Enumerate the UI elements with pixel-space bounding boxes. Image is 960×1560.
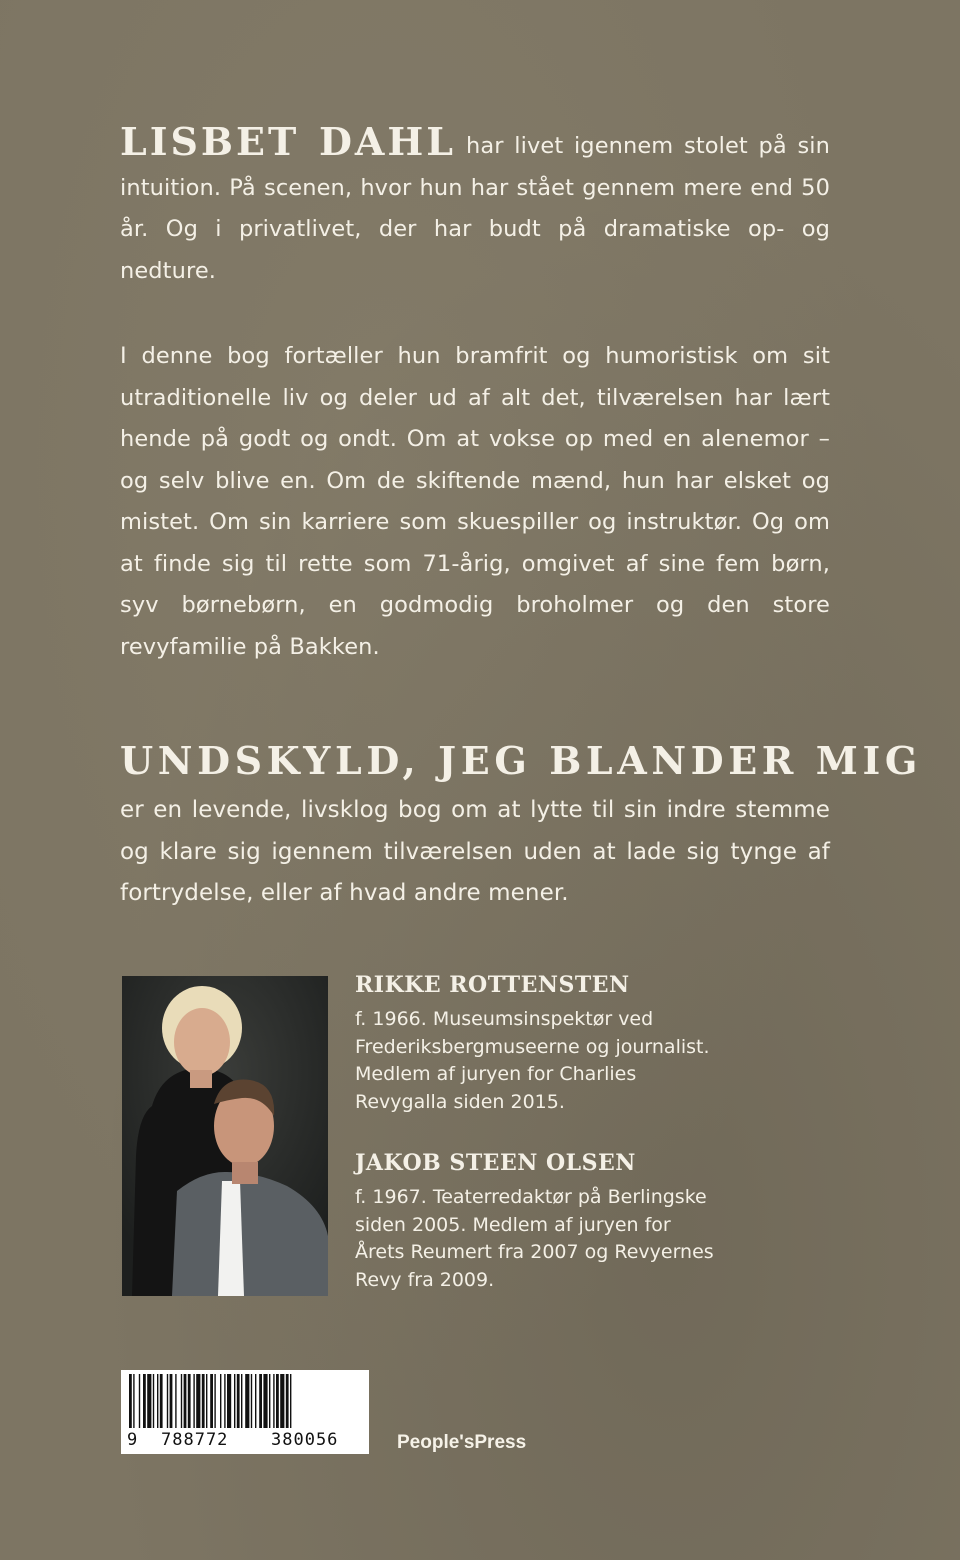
barcode-bar — [210, 1374, 213, 1428]
barcode-bar — [263, 1374, 267, 1428]
barcode-bar — [234, 1374, 235, 1428]
barcode-bar — [280, 1374, 284, 1428]
barcode-bar — [245, 1374, 249, 1428]
barcode-bar — [147, 1374, 151, 1428]
author-name: RIKKE ROTTENSTEN — [355, 972, 630, 998]
barcode-bar — [160, 1374, 163, 1428]
author-entry — [355, 972, 725, 1116]
author-entry — [355, 1150, 715, 1294]
intro-paragraph — [120, 119, 830, 292]
publisher-logo: People'sPress — [397, 1432, 527, 1453]
barcode-bar — [193, 1374, 194, 1428]
book-description: er en levende, livsklog bog om at lytte til sin indre stemme og klare sig igennem tilværelsen uden at lade sig tynge af fortrydelse, eller af hvad andre mener. — [120, 797, 830, 906]
body-paragraph: I denne bog fortæller hun bramfrit og humoristisk om sit utraditionelle liv og deler ud af alt det, tilværelsen har lært hende på godt og ondt. Om at vokse op med en alenemor – og selv blive en. Om de skiftende mænd, hun har elsket og mistet. Om sin karriere som skuespiller og instruktør. Og om at finde sig til rette som 71-årig, omgivet af sine fem børn, syv børnebørn, en godmodig broholmer og den store revyfamilie på Bakken. — [120, 343, 830, 660]
barcode-bar — [196, 1374, 200, 1428]
barcode-bars — [121, 1370, 369, 1430]
barcode-bar — [157, 1374, 158, 1428]
barcode-number — [121, 1430, 369, 1452]
barcode-bar — [202, 1374, 205, 1428]
barcode-bar — [139, 1374, 140, 1428]
author-bio: f. 1966. Museumsinspektør ved Frederiksbergmuseerne og journalist. Medlem af juryen for Charlies Revygalla siden 2015. — [355, 1008, 710, 1113]
barcode-bar — [184, 1374, 187, 1428]
isbn-barcode — [121, 1370, 369, 1454]
barcode-bar — [237, 1374, 240, 1428]
author-photo — [122, 976, 328, 1296]
barcode-bar — [175, 1374, 176, 1428]
barcode-bar — [167, 1374, 168, 1428]
barcode-bar — [251, 1374, 252, 1428]
barcode-group-right: 380056 — [271, 1430, 339, 1450]
barcode-bar — [220, 1374, 221, 1428]
barcode-bar — [133, 1374, 134, 1428]
barcode-bar — [129, 1374, 132, 1428]
barcode-digit-first: 9 — [127, 1430, 138, 1450]
barcode-bar — [286, 1374, 289, 1428]
barcode-bar — [241, 1374, 242, 1428]
barcode-bar — [273, 1374, 274, 1428]
barcode-bar — [290, 1374, 291, 1428]
barcode-bar — [276, 1374, 279, 1428]
barcode-bar — [188, 1374, 191, 1428]
barcode-bar — [181, 1374, 182, 1428]
barcode-bar — [206, 1374, 207, 1428]
barcode-bar — [269, 1374, 270, 1428]
barcode-bar — [153, 1374, 154, 1428]
barcode-bar — [170, 1374, 173, 1428]
barcode-bar — [227, 1374, 231, 1428]
subject-name: LISBET DAHL — [120, 119, 457, 164]
book-title: UNDSKYLD, JEG BLANDER MIG — [120, 738, 922, 783]
barcode-bar — [224, 1374, 225, 1428]
barcode-group-left: 788772 — [161, 1430, 229, 1450]
barcode-bar — [214, 1374, 215, 1428]
barcode-bar — [255, 1374, 256, 1428]
barcode-bar — [259, 1374, 262, 1428]
author-portrait-illustration — [122, 976, 328, 1296]
author-name: JAKOB STEEN OLSEN — [355, 1150, 636, 1176]
barcode-bar — [143, 1374, 146, 1428]
author-bio: f. 1967. Teaterredaktør på Berlingske siden 2005. Medlem af juryen for Årets Reumert fra 2007 og Revyernes Revy fra 2009. — [355, 1186, 714, 1291]
intro-text: har livet igennem stolet på sin intuition. På scenen, hvor hun har stået gennem mere end 50 år. Og i privatlivet, der har budt på dramatiske op- og nedture. — [120, 133, 830, 284]
